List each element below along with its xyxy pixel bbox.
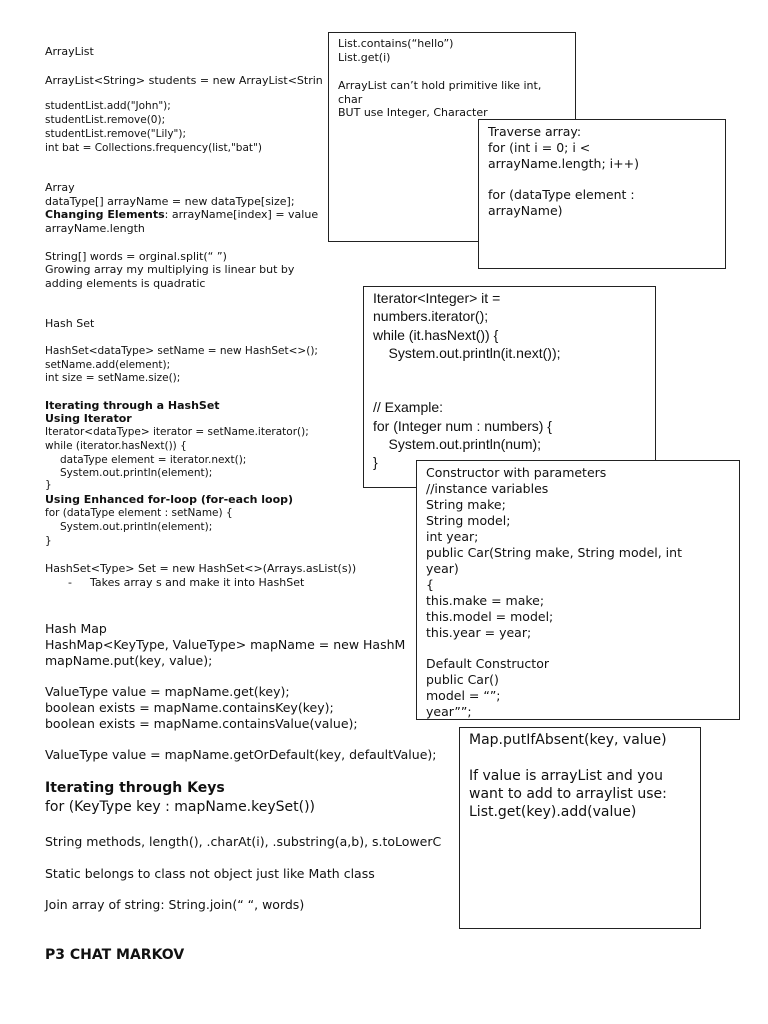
hashset-aslist-dash: -: [68, 576, 72, 589]
constructor-box-line: this.model = model;: [426, 609, 554, 624]
hashmap-heading: Hash Map: [45, 621, 107, 636]
keys-heading: Iterating through Keys: [45, 780, 225, 796]
hashset-foreach-code: for (dataType element : setName) {: [45, 507, 233, 519]
list-box-line: BUT use Integer, Character: [338, 106, 488, 119]
hashset-iter-subheading: Using Iterator: [45, 412, 132, 425]
traverse-array-box: [478, 119, 726, 269]
array-declaration: dataType[] arrayName = new dataType[size];: [45, 195, 295, 208]
constructor-box-line: this.year = year;: [426, 625, 532, 640]
constructor-box-line: String model;: [426, 513, 511, 528]
hashmap-getordefault: ValueType value = mapName.getOrDefault(key, defaultValue);: [45, 747, 437, 762]
array-heading: Array: [45, 181, 75, 194]
iterator-box-line: Iterator<Integer> it =: [373, 290, 501, 306]
arraylist-heading: ArrayList: [45, 45, 94, 58]
p3-chat-markov-heading: P3 CHAT MARKOV: [45, 947, 185, 963]
constructor-box-line: {: [426, 577, 434, 592]
constructor-box-line: Default Constructor: [426, 656, 549, 671]
iterator-box-line: for (Integer num : numbers) {: [373, 418, 552, 434]
arraylist-code-line: studentList.remove("Lily");: [45, 128, 186, 140]
iterator-box-line: while (it.hasNext()) {: [373, 327, 499, 343]
arraylist-declaration: ArrayList<String> students = new ArrayList<Strin: [45, 74, 323, 87]
hashmap-code-line: HashMap<KeyType, ValueType> mapName = new HashM: [45, 637, 406, 652]
keys-loop: for (KeyType key : mapName.keySet()): [45, 799, 316, 815]
constructor-box-line: Constructor with parameters: [426, 465, 607, 480]
hashset-iter-code: dataType element = iterator.next();: [60, 454, 247, 466]
traverse-box-line: Traverse array:: [488, 124, 582, 139]
traverse-box-line: arrayName): [488, 203, 563, 218]
array-length: arrayName.length: [45, 222, 145, 235]
hashset-foreach-heading: Using Enhanced for-loop (for-each loop): [45, 493, 294, 506]
iterator-box-line: System.out.println(it.next());: [373, 345, 561, 361]
list-box-line: ArrayList can’t hold primitive like int,: [338, 79, 542, 92]
constructor-box-line: public Car(String make, String model, int: [426, 545, 682, 560]
constructor-box-line: year): [426, 561, 459, 576]
hashset-iter-code: System.out.println(element);: [60, 467, 213, 479]
hashset-code-line: HashSet<dataType> setName = new HashSet<>();: [45, 345, 318, 357]
arraylist-code-line: studentList.remove(0);: [45, 114, 166, 126]
hashset-code-line: setName.add(element);: [45, 359, 171, 371]
hashmap-get-line: boolean exists = mapName.containsKey(key);: [45, 700, 334, 715]
iterator-box-line: System.out.println(num);: [373, 436, 542, 452]
traverse-box-line: for (dataType element :: [488, 187, 635, 202]
iterator-box-line: // Example:: [373, 399, 444, 415]
static-note: Static belongs to class not object just like Math class: [45, 866, 375, 881]
constructor-box-line: this.make = make;: [426, 593, 545, 608]
map-box-line: Map.putIfAbsent(key, value): [469, 732, 667, 748]
arraylist-code-line: studentList.add("John");: [45, 100, 171, 112]
traverse-box-line: arrayName.length; i++): [488, 156, 639, 171]
constructor-box-line: //instance variables: [426, 481, 549, 496]
hashmap-get-line: ValueType value = mapName.get(key);: [45, 684, 290, 699]
hashset-code-line: int size = setName.size();: [45, 372, 181, 384]
arraylist-code-line: int bat = Collections.frequency(list,"bat"): [45, 142, 262, 154]
array-split: String[] words = orginal.split(“ ”): [45, 250, 227, 263]
array-changing-elements: [45, 208, 318, 221]
iterator-box-line: numbers.iterator();: [373, 308, 489, 324]
hashset-aslist-note: Takes array s and make it into HashSet: [90, 576, 305, 589]
map-putifabsent-box: [459, 727, 701, 929]
string-methods-note: String methods, length(), .charAt(i), .substring(a,b), s.toLowerC: [45, 834, 442, 849]
iterator-example-box: [363, 286, 656, 488]
hashset-iter-heading: Iterating through a HashSet: [45, 399, 220, 412]
array-growing-note: adding elements is quadratic: [45, 277, 206, 290]
constructor-notes-box: [416, 460, 740, 720]
hashmap-code-line: mapName.put(key, value);: [45, 653, 213, 668]
array-changing-text: : arrayName[index] = value: [164, 208, 319, 221]
list-box-line: List.contains(“hello”): [338, 37, 454, 50]
constructor-box-line: year””;: [426, 704, 472, 719]
array-changing-label: Changing Elements: [45, 208, 165, 221]
hashset-iter-code: }: [45, 479, 52, 491]
map-box-line: If value is arrayList and you: [469, 768, 663, 784]
hashset-aslist: HashSet<Type> Set = new HashSet<>(Arrays.asList(s)): [45, 562, 357, 575]
hashmap-get-line: boolean exists = mapName.containsValue(value);: [45, 716, 358, 731]
constructor-box-line: public Car(): [426, 672, 499, 687]
map-box-line: List.get(key).add(value): [469, 804, 637, 820]
array-growing-note: Growing array my multiplying is linear but by: [45, 263, 295, 276]
join-note: Join array of string: String.join(“ “, words): [45, 897, 305, 912]
hashset-foreach-code: System.out.println(element);: [60, 521, 213, 533]
constructor-box-line: int year;: [426, 529, 479, 544]
list-box-line: char: [338, 93, 363, 106]
map-box-line: want to add to arraylist use:: [469, 786, 667, 802]
hashset-foreach-code: }: [45, 535, 52, 547]
hashset-heading: Hash Set: [45, 317, 95, 330]
list-box-line: List.get(i): [338, 51, 391, 64]
traverse-box-line: for (int i = 0; i <: [488, 140, 591, 155]
constructor-box-line: model = “”;: [426, 688, 501, 703]
constructor-box-line: String make;: [426, 497, 506, 512]
hashset-iter-code: while (iterator.hasNext()) {: [45, 440, 187, 452]
iterator-box-line: }: [373, 454, 378, 470]
hashset-iter-code: Iterator<dataType> iterator = setName.iterator();: [45, 426, 309, 438]
